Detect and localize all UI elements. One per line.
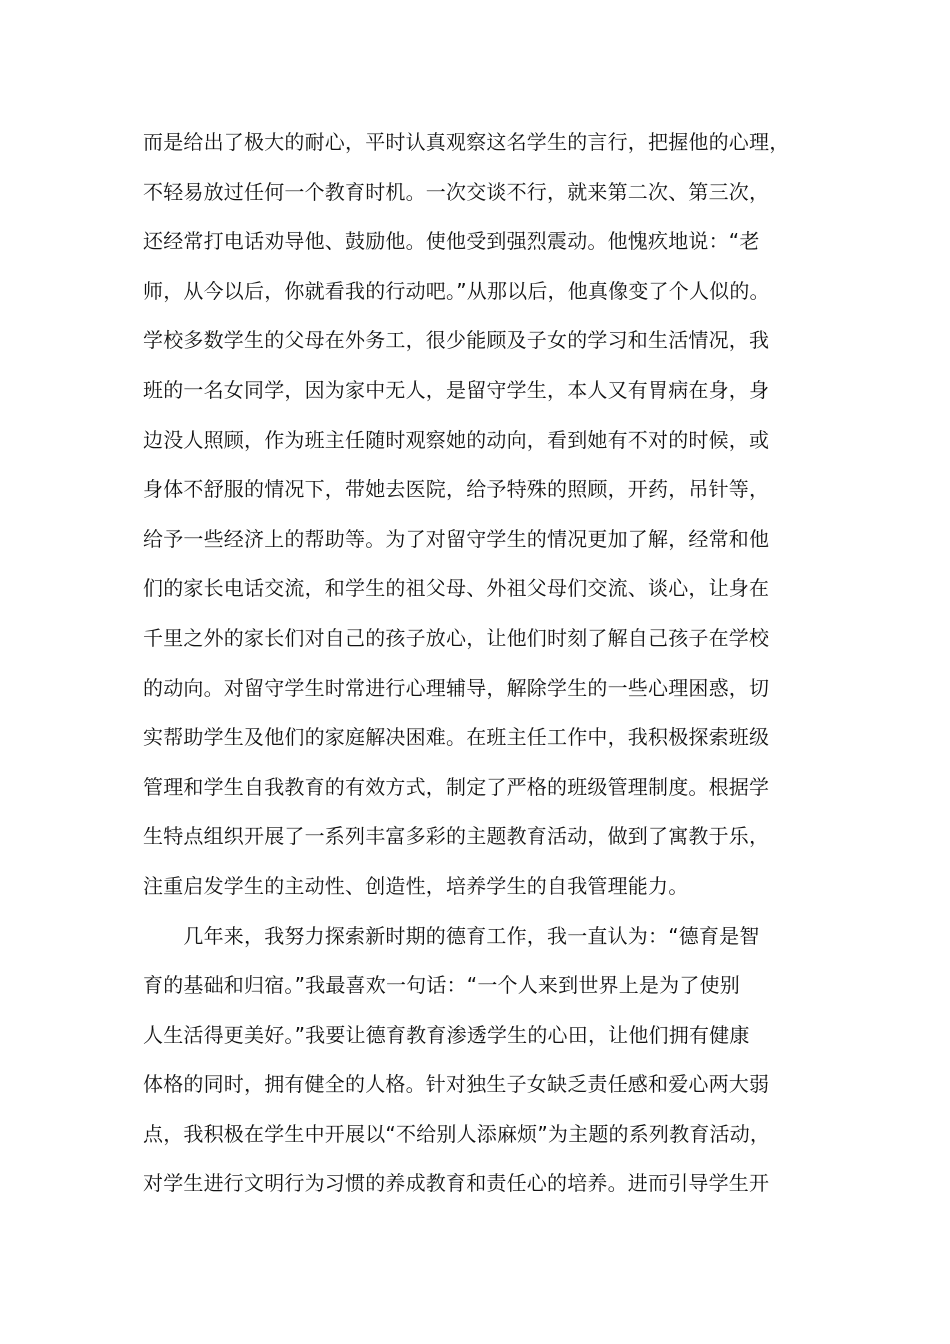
text-line: 育的基础和归宿。”我最喜欢一句话：“一个人来到世界上是为了使别: [143, 973, 740, 998]
text-line: 身体不舒服的情况下，带她去医院，给予特殊的照顾，开药，吊针等，: [143, 477, 770, 502]
text-line: 给予一些经济上的帮助等。为了对留守学生的情况更加了解，经常和他: [143, 526, 770, 551]
text-line: 还经常打电话劝导他、鼓励他。使他受到强烈震动。他愧疚地说：“老: [143, 229, 760, 254]
text-line: 对学生进行文明行为习惯的养成教育和责任心的培养。进而引导学生开: [143, 1171, 770, 1196]
text-line: 人生活得更美好。”我要让德育教育渗透学生的心田，让他们拥有健康: [143, 1022, 750, 1047]
text-line: 千里之外的家长们对自己的孩子放心，让他们时刻了解自己孩子在学校: [143, 625, 770, 650]
text-line: 班的一名女同学，因为家中无人，是留守学生，本人又有胃病在身，身: [143, 377, 770, 402]
text-line: 不轻易放过任何一个教育时机。一次交谈不行，就来第二次、第三次，: [143, 179, 770, 204]
text-line: 而是给出了极大的耐心，平时认真观察这名学生的言行，把握他的心理，: [143, 130, 790, 154]
text-line: 几年来，我努力探索新时期的德育工作，我一直认为：“德育是智: [143, 923, 760, 948]
body-text: [143, 118, 843, 1209]
text-line: 点，我积极在学生中开展以“不给别人添麻烦”为主题的系列教育活动，: [143, 1121, 771, 1146]
text-line: 体格的同时，拥有健全的人格。针对独生子女缺乏责任感和爱心两大弱: [143, 1072, 770, 1097]
text-line: 的动向。对留守学生时常进行心理辅导，解除学生的一些心理困惑，切: [143, 675, 770, 700]
text-line: 们的家长电话交流，和学生的祖父母、外祖父母们交流、谈心，让身在: [143, 576, 770, 601]
text-line: 实帮助学生及他们的家庭解决困难。在班主任工作中，我积极探索班级: [143, 725, 770, 750]
text-line: 生特点组织开展了一系列丰富多彩的主题教育活动，做到了寓教于乐，: [143, 824, 770, 849]
text-line: 注重启发学生的主动性、创造性，培养学生的自我管理能力。: [143, 873, 689, 898]
text-line: 学校多数学生的父母在外务工，很少能顾及子女的学习和生活情况，我: [143, 328, 770, 353]
text-line: 边没人照顾，作为班主任随时观察她的动向，看到她有不对的时候，或: [143, 427, 770, 452]
text-line: 师，从今以后，你就看我的行动吧。”从那以后，他真像变了个人似的。: [143, 278, 770, 303]
text-line: 管理和学生自我教育的有效方式，制定了严格的班级管理制度。根据学: [143, 774, 770, 799]
